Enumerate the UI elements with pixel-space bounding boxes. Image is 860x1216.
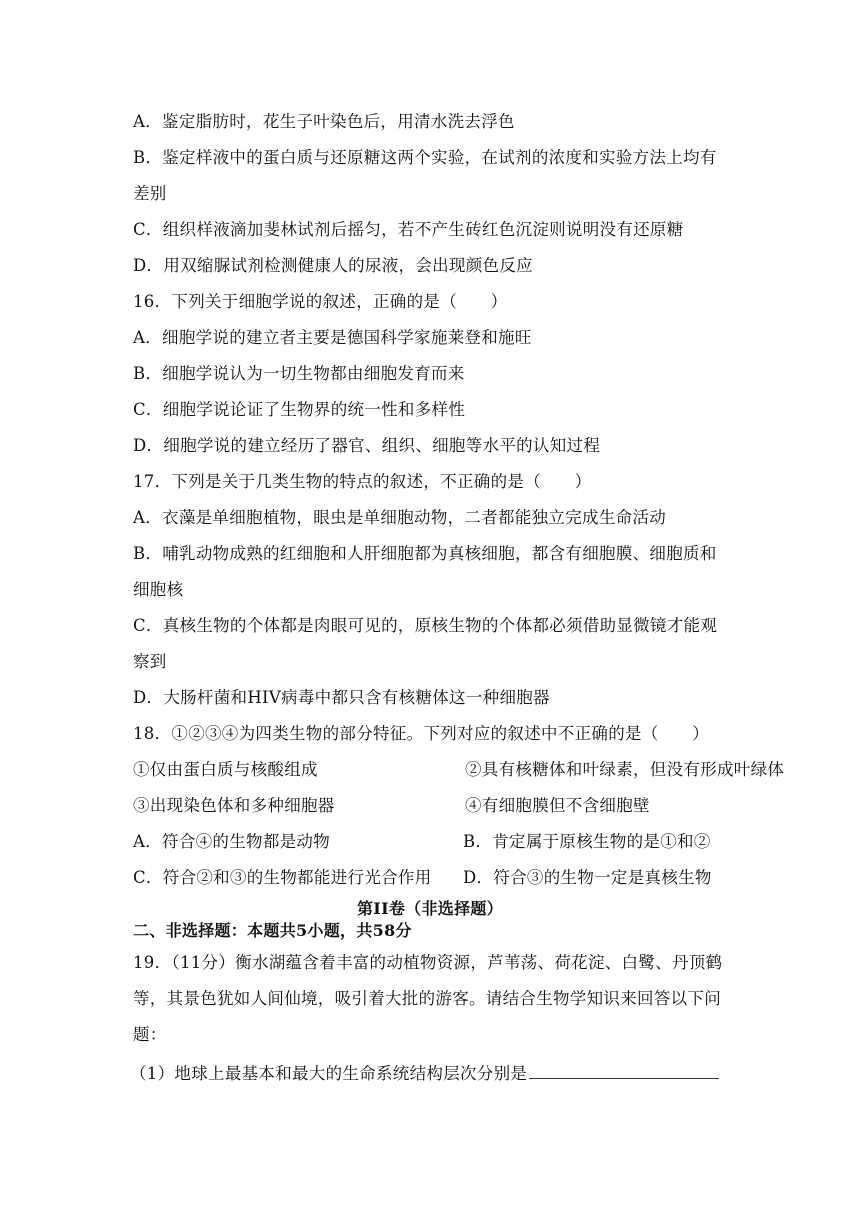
q18-option-row — [133, 831, 733, 853]
q17-option-b-line2: 细胞核 — [133, 580, 184, 599]
q18-feature-1: ①仅由蛋白质与核酸组成 — [133, 760, 318, 779]
q18-feature-3: ③出现染色体和多种细胞器 — [133, 796, 335, 815]
answer-blank[interactable] — [529, 1060, 719, 1079]
q19-sub1-text: （1）地球上最基本和最大的生命系统结构层次分别是 — [130, 1064, 528, 1083]
q15-option-c: C．组织样液滴加斐林试剂后摇匀，若不产生砖红色沉淀则说明没有还原糖 — [133, 220, 684, 239]
q17-stem: 17．下列是关于几类生物的特点的叙述，不正确的是（ ） — [133, 472, 592, 491]
q15-option-b-line1: B．鉴定样液中的蛋白质与还原糖这两个实验，在试剂的浓度和实验方法上均有 — [133, 148, 717, 167]
section-heading: 二、非选择题：本题共5小题，共58分 — [133, 921, 412, 940]
q18-feature-row — [133, 759, 785, 781]
q16-option-a: A．细胞学说的建立者主要是德国科学家施莱登和施旺 — [133, 328, 532, 347]
q15-option-d: D．用双缩脲试剂检测健康人的尿液，会出现颜色反应 — [133, 256, 533, 275]
q17-option-c-line2: 察到 — [133, 652, 167, 671]
q18-option-c: C．符合②和③的生物都能进行光合作用 — [133, 868, 432, 887]
q16-stem: 16．下列关于细胞学说的叙述，正确的是（ ） — [133, 292, 508, 311]
q18-feature-2: ②具有核糖体和叶绿素，但没有形成叶绿体 — [465, 760, 785, 779]
q15-option-b-line2: 差别 — [133, 184, 167, 203]
q16-option-c: C．细胞学说论证了生物界的统一性和多样性 — [133, 400, 466, 419]
q19-subquestion-1 — [130, 1060, 730, 1085]
q18-feature-row — [133, 795, 733, 817]
q16-option-b: B．细胞学说认为一切生物都由细胞发育而来 — [133, 364, 465, 383]
q19-stem-line1: 19．（11分）衡水湖蕴含着丰富的动植物资源，芦苇荡、荷花淀、白鹭、丹顶鹤 — [133, 953, 723, 972]
q19-stem-line2: 等，其景色犹如人间仙境，吸引着大批的游客。请结合生物学知识来回答以下问 — [133, 989, 721, 1008]
q17-option-a: A．衣藻是单细胞植物，眼虫是单细胞动物，二者都能独立完成生命活动 — [133, 508, 667, 527]
q18-stem: 18．①②③④为四类生物的部分特征。下列对应的叙述中不正确的是（ ） — [133, 724, 709, 743]
q18-option-b: B．肯定属于原核生物的是①和② — [463, 832, 711, 851]
q15-option-a: A．鉴定脂肪时，花生子叶染色后，用清水洗去浮色 — [133, 112, 515, 131]
q18-option-d: D．符合③的生物一定是真核生物 — [463, 868, 712, 887]
section-title: 第II卷（非选择题） — [357, 899, 503, 918]
q18-feature-4: ④有细胞膜但不含细胞壁 — [465, 796, 650, 815]
q16-option-d: D．细胞学说的建立经历了器官、组织、细胞等水平的认知过程 — [133, 436, 601, 455]
q17-option-d: D．大肠杆菌和HIV病毒中都只含有核糖体这一种细胞器 — [133, 688, 550, 707]
q17-option-c-line1: C．真核生物的个体都是肉眼可见的，原核生物的个体都必须借助显微镜才能观 — [133, 616, 718, 635]
q18-option-row — [133, 867, 733, 889]
q19-stem-line3: 题： — [133, 1025, 167, 1044]
q18-option-a: A．符合④的生物都是动物 — [133, 832, 331, 851]
q17-option-b-line1: B．哺乳动物成熟的红细胞和人肝细胞都为真核细胞，都含有细胞膜、细胞质和 — [133, 544, 717, 563]
